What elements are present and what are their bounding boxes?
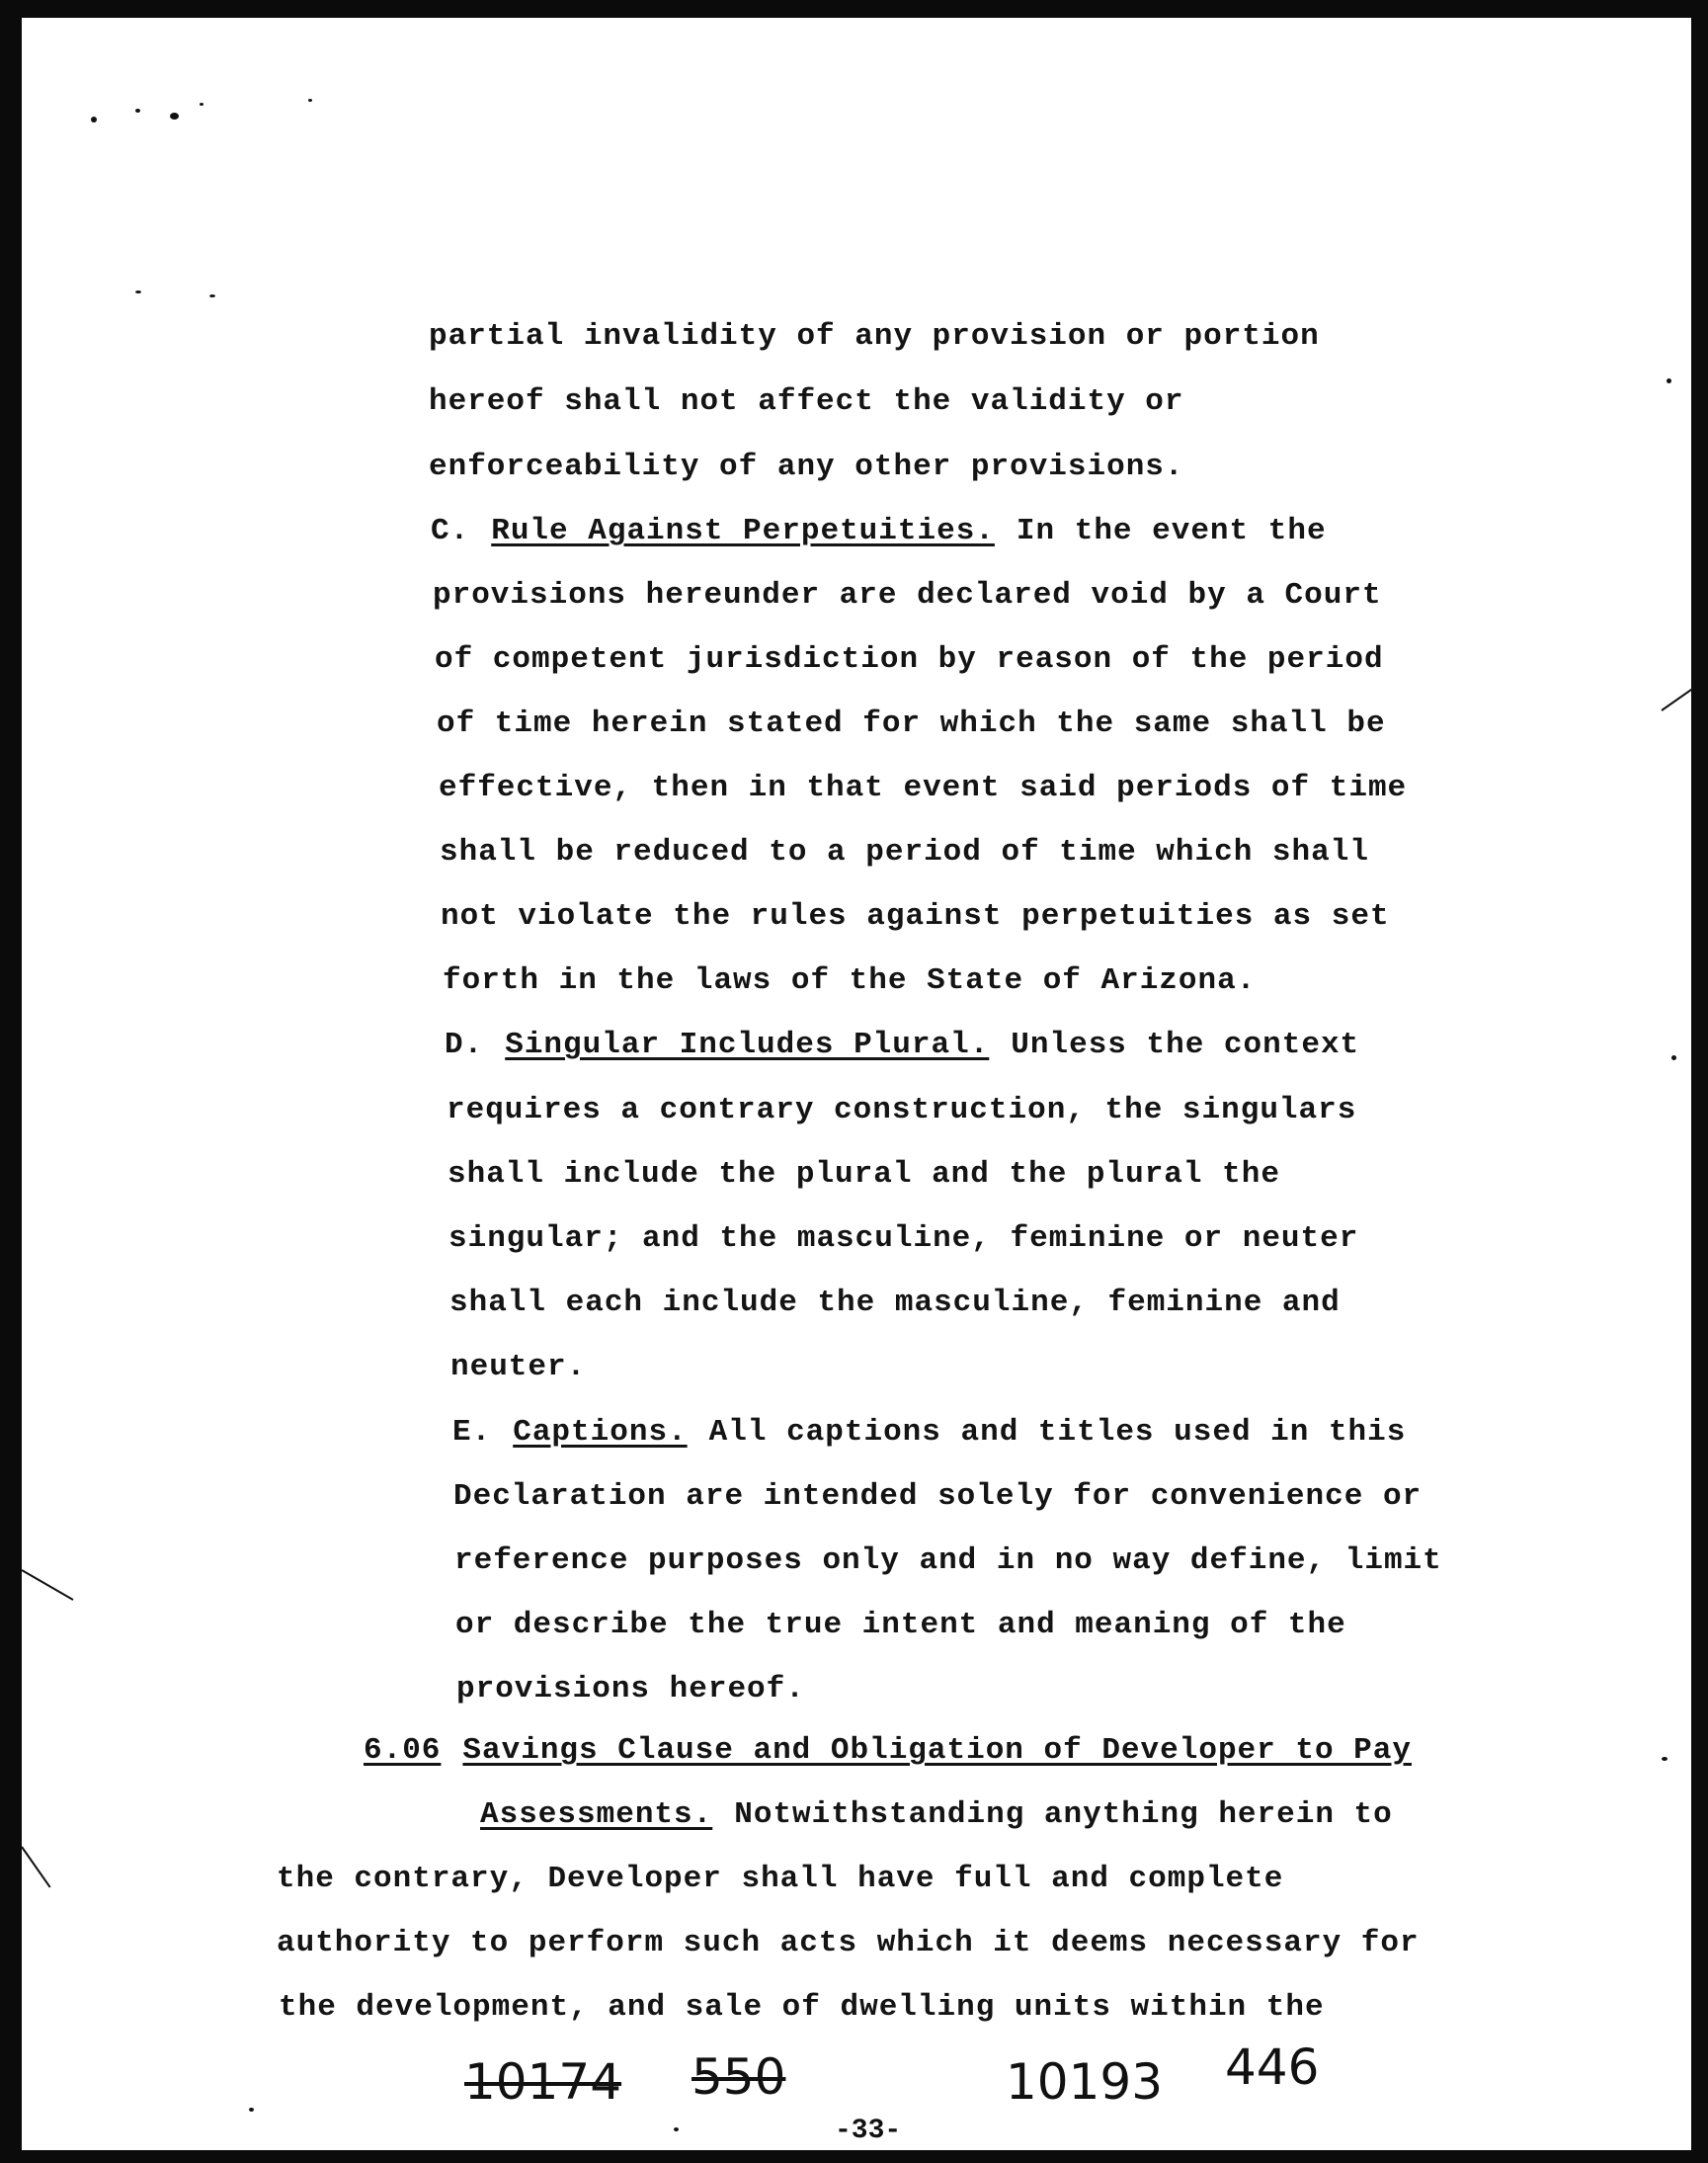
section-e-letter: E. bbox=[452, 1415, 492, 1450]
body-line: hereof shall not affect the validity or bbox=[429, 384, 1184, 419]
section-606-heading-line bbox=[364, 1733, 1412, 1768]
scan-speck bbox=[170, 113, 179, 120]
scan-scratch bbox=[1661, 687, 1694, 711]
section-e-heading-line bbox=[452, 1415, 1406, 1450]
new-docket-number: 10193 bbox=[1006, 2053, 1164, 2111]
old-page-number: 550 bbox=[691, 2048, 786, 2106]
body-line: reference purposes only and in no way define, limit bbox=[454, 1543, 1442, 1578]
scan-speck bbox=[308, 99, 312, 102]
section-c-heading: Rule Against Perpetuities. bbox=[491, 514, 995, 548]
scan-speck bbox=[135, 291, 141, 293]
body-line: of competent jurisdiction by reason of the period bbox=[435, 642, 1384, 677]
section-606-heading: Savings Clause and Obligation of Developer to Pay bbox=[462, 1733, 1412, 1768]
section-606-text: Notwithstanding anything herein to bbox=[734, 1797, 1393, 1832]
section-c-heading-line bbox=[431, 514, 1327, 548]
section-606-heading-line-2 bbox=[480, 1797, 1393, 1832]
body-line: neuter. bbox=[450, 1350, 587, 1384]
body-line: shall each include the masculine, feminine and bbox=[449, 1286, 1341, 1320]
body-line: the contrary, Developer shall have full and complete bbox=[277, 1862, 1284, 1896]
scan-speck bbox=[1662, 1757, 1667, 1761]
section-e-text: All captions and titles used in this bbox=[708, 1415, 1407, 1450]
body-line: provisions hereof. bbox=[456, 1672, 805, 1706]
section-606-number: 6.06 bbox=[364, 1733, 442, 1768]
body-line: shall include the plural and the plural the bbox=[447, 1157, 1280, 1192]
scan-speck bbox=[209, 294, 215, 297]
new-page-number: 446 bbox=[1225, 2038, 1320, 2096]
section-c-letter: C. bbox=[431, 514, 470, 548]
document-page bbox=[22, 18, 1691, 2150]
section-d-text: Unless the context bbox=[1011, 1028, 1360, 1062]
body-line: not violate the rules against perpetuities as set bbox=[441, 899, 1390, 934]
body-line: forth in the laws of the State of Arizona. bbox=[443, 963, 1257, 998]
scan-speck bbox=[135, 109, 140, 113]
page-number: -33- bbox=[835, 2116, 902, 2146]
scan-scratch bbox=[21, 1846, 50, 1887]
section-d-letter: D. bbox=[445, 1028, 484, 1062]
body-line: the development, and sale of dwelling units within the bbox=[279, 1990, 1325, 2025]
section-e-heading: Captions. bbox=[513, 1415, 688, 1450]
body-line: partial invalidity of any provision or portion bbox=[429, 319, 1320, 354]
body-line: provisions hereunder are declared void by a Court bbox=[433, 578, 1382, 613]
scan-speck bbox=[91, 117, 97, 123]
body-line: Declaration are intended solely for convenience or bbox=[453, 1479, 1423, 1514]
body-line: enforceability of any other provisions. bbox=[429, 450, 1184, 484]
body-line: of time herein stated for which the same shall be bbox=[437, 707, 1386, 741]
scan-speck bbox=[1671, 1055, 1676, 1060]
scan-speck bbox=[674, 2127, 679, 2131]
section-c-text: In the event the bbox=[1016, 514, 1327, 548]
scan-speck bbox=[249, 2108, 254, 2112]
section-d-heading-line bbox=[445, 1028, 1359, 1062]
section-606-heading-cont: Assessments. bbox=[480, 1797, 713, 1832]
body-line: effective, then in that event said periods of time bbox=[439, 771, 1408, 805]
section-d-heading: Singular Includes Plural. bbox=[505, 1028, 990, 1062]
body-line: shall be reduced to a period of time which shall bbox=[440, 835, 1369, 870]
scan-speck bbox=[200, 103, 203, 106]
body-line: singular; and the masculine, feminine or neuter bbox=[448, 1221, 1359, 1256]
body-line: or describe the true intent and meaning of the bbox=[455, 1608, 1346, 1642]
old-docket-number: 10174 bbox=[464, 2053, 622, 2111]
scan-speck bbox=[1667, 378, 1671, 383]
scan-scratch bbox=[22, 1569, 74, 1601]
body-line: requires a contrary construction, the singulars bbox=[447, 1093, 1357, 1127]
body-line: authority to perform such acts which it deems necessary for bbox=[277, 1926, 1420, 1960]
